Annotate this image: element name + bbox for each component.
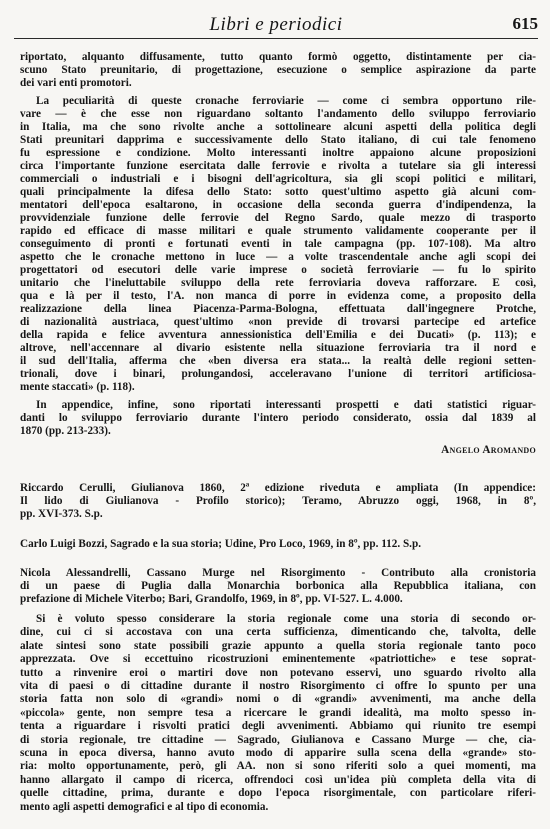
book-entry-line: prefazione di Michele Viterbo; Bari, Grandolfo, 1969, in 8º, pp. VI-527. L. 4.000. bbox=[20, 593, 403, 605]
review-line: aspetto che le cronache mettono in luce — a volte trascendentale anche agli scopi dei bbox=[20, 251, 536, 263]
review-line: della rapida e felice avventura annessionistica dell'Emilia e dei Ducati» (p. 113); e bbox=[20, 329, 536, 341]
review-line: progettatori od esecutori delle varie imprese o società ferroviarie — fu lo spirito bbox=[20, 264, 536, 276]
review-line: 1870 (pp. 213-233). bbox=[20, 425, 111, 437]
review-line: commerciali o industriali e i bisogni dell'agricoltura, sia gli scopi politici e militari, bbox=[20, 173, 536, 185]
review-line: di nazionalità austriaca, quest'ultimo «non previde di trovarsi partecipe ed artefice bbox=[20, 316, 536, 328]
review-line: danti lo sviluppo ferroviario durante l'intero periodo considerato, ossia dal 1839 al bbox=[20, 412, 536, 424]
review-line: La peculiarità di queste cronache ferroviarie — come ci sembra opportuno rile- bbox=[36, 95, 536, 107]
review-line: vare — è che esse non riguardano soltanto l'andamento dello sviluppo ferroviario bbox=[20, 108, 536, 120]
review-line: qua e là per il testo, l'A. non manca di porre in evidenza come, a proposito della bbox=[20, 290, 536, 302]
review-line: circa l'importante funzione esercitata dalle ferrovie e rivolta a tutelare sia gli interessi bbox=[20, 160, 536, 172]
review-line: dei vari enti promotori. bbox=[20, 77, 132, 89]
review-line: conseguimento di pronti e fortunati eventi in tale campagna (pp. 107-108). Ma altro bbox=[20, 238, 536, 250]
review-line: il sud dell'Italia, afferma che «ben diversa era stata... la realtà delle regioni setten- bbox=[20, 355, 536, 367]
review-signature: Angelo Aromando bbox=[441, 444, 536, 456]
review-line: tutto a rinvenire eroi o martiri dove non potevano esservi, uno sguardo rivolto alla bbox=[20, 666, 536, 679]
book-entry-line: Riccardo Cerulli, Giulianova 1860, 2ª edizione riveduta e ampliata (In appendice: bbox=[20, 482, 536, 494]
review-line: Si è voluto spesso considerare la storia regionale come una storia di secondo or- bbox=[36, 613, 536, 625]
page-number: 615 bbox=[512, 14, 538, 33]
review-line: dine, cui ci si accostava con una certa sufficienza, dimenticando che, talvolta, delle bbox=[20, 626, 536, 639]
review-line: mente staccati» (p. 118). bbox=[20, 381, 135, 393]
review-line: in Italia, ma che sono rivolte anche a sottolineare alcuni aspetti della politica degli bbox=[20, 121, 536, 133]
review-line: «piccola» gente, non sempre tesa a ricercare le grandi idealità, ma molto spesso in- bbox=[20, 706, 536, 719]
review-line: mentatori dell'epoca esaltarono, in occasione della seconda guerra d'indipendenza, la bbox=[20, 199, 536, 211]
review-line: storia fatta non solo di «grandi» nomi o di «grandi» avvenimenti, ma anche della bbox=[20, 693, 536, 706]
review-line: provvidenziale funzione delle ferrovie del Regno Sardo, quale mezzo di trasporto bbox=[20, 212, 536, 224]
review-line: scuna in epoca diversa, hanno avuto modo di apparire sulla scena della «grande» sto- bbox=[20, 747, 536, 759]
review-line: rapido ed efficace di masse militari e quale strumento validamente cooperante per il bbox=[20, 225, 536, 237]
running-header bbox=[14, 10, 538, 39]
review-line: realizzazione della linea Piacenza-Parma-Bologna, effettuata dall'ingegnere Protche, bbox=[20, 303, 536, 315]
section-title: Libri e periodici bbox=[209, 14, 343, 35]
book-entry-line: pp. XVI-373. S.p. bbox=[20, 508, 103, 520]
book-entry-line: Carlo Luigi Bozzi, Sagrado e la sua storia; Udine, Pro Loco, 1969, in 8º, pp. 112. S.p. bbox=[20, 538, 421, 550]
review-line: mento agli aspetti demografici e al tipo di economia. bbox=[20, 800, 269, 813]
review-line: quali principalmente la difesa dello Stato: sotto quest'ultimo aspetto già alcuni com- bbox=[20, 186, 536, 198]
review-line: trionali, dove i binari, prolungandosi, acceleravano l'unione di territori artificiosa- bbox=[20, 368, 536, 380]
book-entry-line: Il lido di Giulianova - Profilo storico); Teramo, Abruzzo oggi, 1968, in 8º, bbox=[20, 495, 536, 507]
review-line: scuno Stato preunitario, di progettazione, esecuzione o semplice aspirazione da parte bbox=[20, 64, 536, 76]
review-line: ria: molto opportunamente, però, gli AA. non si sono riferiti solo a quei momenti, ma bbox=[20, 760, 536, 773]
book-entry-line: Nicola Alessandrelli, Cassano Murge nel Risorgimento - Contributo alla cronistoria bbox=[20, 567, 536, 579]
review-line: In appendice, infine, sono riportati interessanti prospetti e dati statistici riguar- bbox=[36, 399, 536, 411]
review-line: alate sintesi sono state possibili grazie appunto a quella storia regionale tanto poco bbox=[20, 639, 536, 652]
review-line: Stati preunitari dapprima e successivamente dello Stato italiano, di cui tale fenomeno bbox=[20, 134, 536, 146]
review-line: hanno allargato il campo di ricerca, offrendoci così un'idea più completa della vita di bbox=[20, 773, 536, 786]
book-entry-line: di un paese di Puglia dalla Monarchia borbonica alla Repubblica italiana, con bbox=[20, 580, 536, 592]
review-line: quelle cittadine, prima, durante e dopo l'epoca risorgimentale, con particolare riferi- bbox=[20, 787, 536, 800]
review-line: di storia regionale, tre cittadine — Sagrado, Giulianova e Cassano Murge — che, cia- bbox=[20, 733, 536, 746]
review-line: tenta a riguardare i risvolti pratici degli avvenimenti. Abbiamo qui riunito tre esempi bbox=[20, 720, 536, 733]
review-line: apprezzata. Ove si eccettuino ricostruzioni eminentemente «patriottiche» e tese soprat- bbox=[20, 653, 536, 666]
review-line: unitario che l'ineluttabile sviluppo della rete ferroviaria doveva rafforzare. E così, bbox=[20, 277, 536, 289]
review-line: vita di paesi o di cittadine durante il nostro Risorgimento ci offre lo spunto per una bbox=[20, 680, 536, 692]
review-line: riportato, alquanto diffusamente, tutto quanto formò oggetto, distintamente per cia- bbox=[20, 51, 536, 63]
review-line: altrove, nell'accennare al divario esistente nella situazione ferroviaria tra il nord e bbox=[20, 342, 536, 354]
review-line: fu espressione e condizione. Molto interessanti inoltre appaiono alcune proposizioni bbox=[20, 147, 536, 159]
